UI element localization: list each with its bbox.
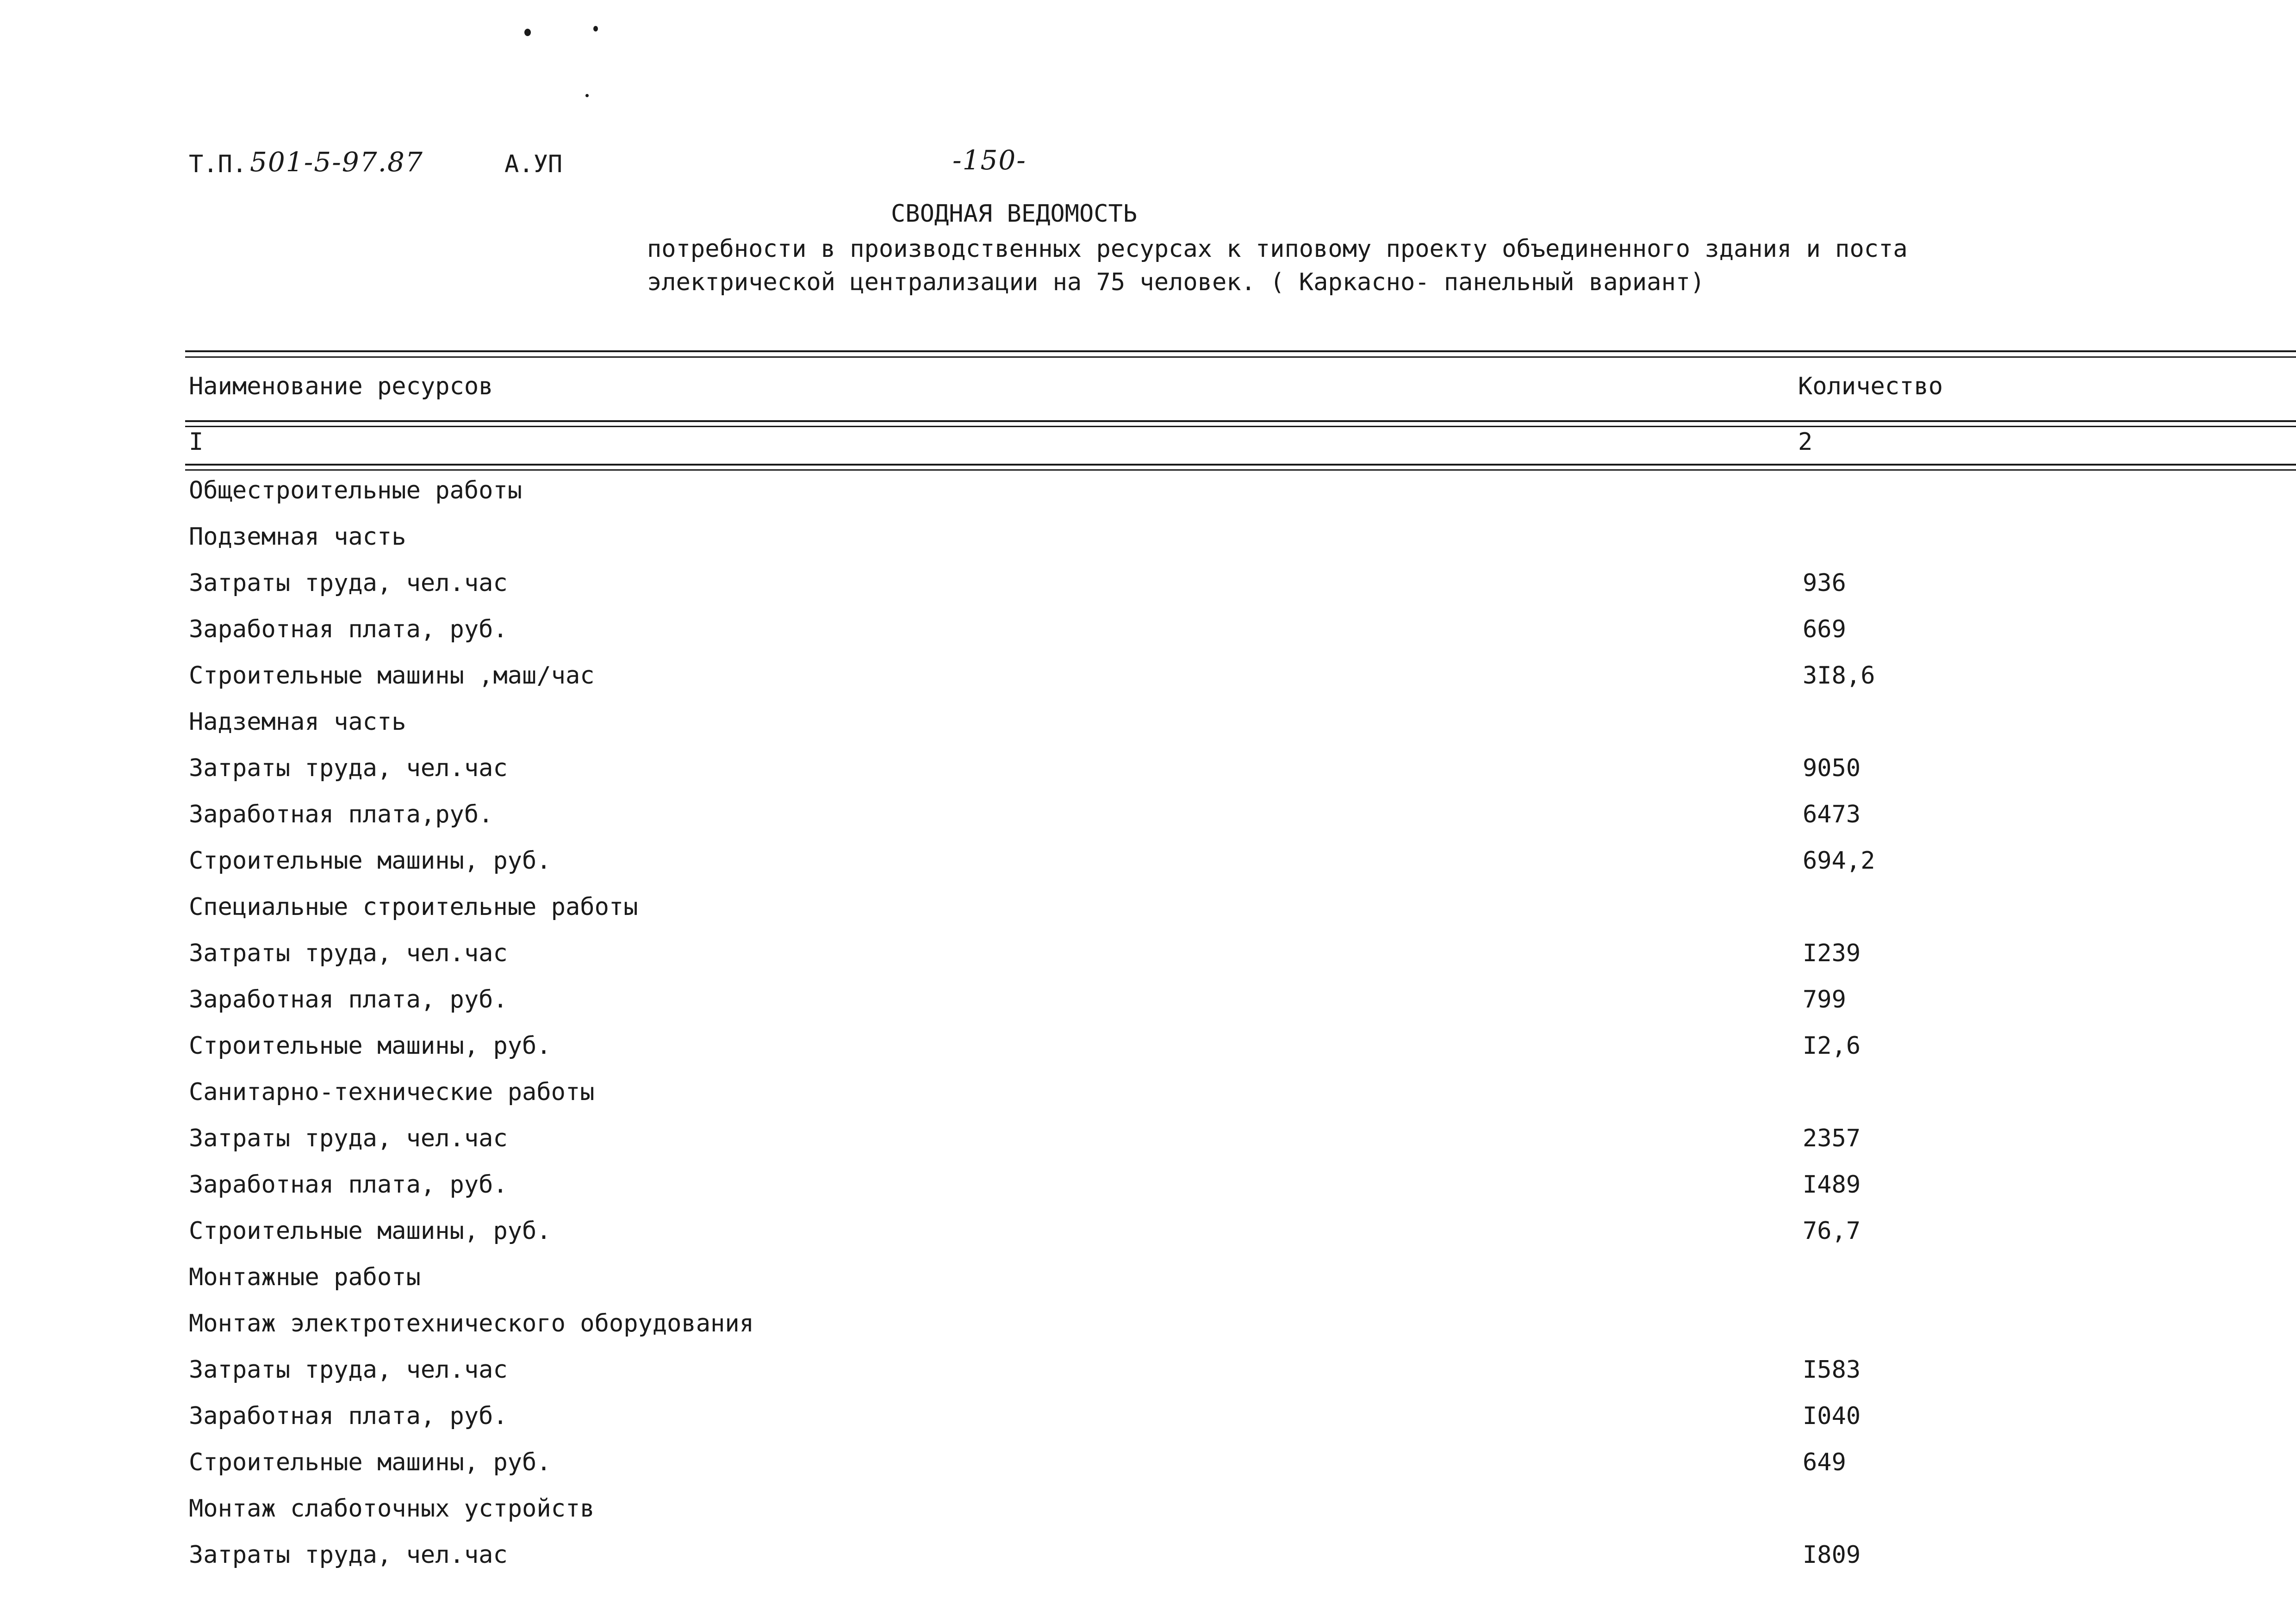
table-row-value: I239 — [1803, 939, 1861, 967]
doc-code-handwritten: 501-5-97.87 — [250, 146, 423, 178]
table-row-label: Заработная плата, руб. — [189, 1171, 508, 1199]
document-title: СВОДНАЯ ВЕДОМОСТЬ — [891, 200, 1138, 228]
table-row-label: Специальные строительные работы — [189, 893, 638, 921]
table-row-value: 3I8,6 — [1803, 662, 1875, 690]
table-row-label: Монтаж электротехнического оборудования — [189, 1310, 754, 1337]
table-row-label: Заработная плата, руб. — [189, 616, 508, 643]
table-row-value: 2357 — [1803, 1125, 1861, 1152]
table-row-label: Монтажные работы — [189, 1263, 421, 1291]
table-row-label: Подземная часть — [189, 523, 406, 551]
header-divider-rule — [185, 420, 2296, 422]
column-number-2: 2 — [1798, 428, 1813, 456]
table-row-label: Затраты труда, чел.час — [189, 939, 508, 967]
table-row-value: 669 — [1803, 616, 1846, 643]
table-row-value: 649 — [1803, 1449, 1846, 1476]
table-row-value: 799 — [1803, 986, 1846, 1014]
table-row-label: Надземная часть — [189, 708, 406, 736]
table-row-label: Затраты труда, чел.час — [189, 1125, 508, 1152]
body-top-rule-second — [185, 469, 2296, 471]
scan-speck — [585, 94, 589, 97]
table-row-label: Строительные машины, руб. — [189, 1032, 551, 1060]
table-row-label: Заработная плата, руб. — [189, 1402, 508, 1430]
album-code: А.УП — [504, 150, 563, 178]
column-header-quantity: Количество — [1798, 373, 1943, 400]
table-row-value: 936 — [1803, 569, 1846, 597]
table-row-label: Строительные машины ,маш/час — [189, 662, 595, 690]
header-divider-rule-second — [185, 426, 2296, 427]
table-row-value: I809 — [1803, 1541, 1861, 1569]
table-row-value: I489 — [1803, 1171, 1861, 1199]
scan-speck — [593, 26, 598, 31]
table-row-value: 6473 — [1803, 801, 1861, 828]
table-row-label: Затраты труда, чел.час — [189, 569, 508, 597]
document-subtitle-line2: электрической централизации на 75 человек. ( Каркасно- панельный вариант) — [647, 268, 1705, 296]
scan-speck — [524, 29, 531, 36]
table-row-label: Общестроительные работы — [189, 477, 523, 504]
table-row-label: Заработная плата, руб. — [189, 986, 508, 1014]
column-header-name: Наименование ресурсов — [189, 373, 493, 400]
table-row-value: I583 — [1803, 1356, 1861, 1384]
table-row-value: I040 — [1803, 1402, 1861, 1430]
table-row-label: Строительные машины, руб. — [189, 1449, 551, 1476]
table-row-label: Затраты труда, чел.час — [189, 754, 508, 782]
doc-code-print: Т.П. — [189, 150, 247, 178]
table-top-rule-second — [185, 356, 2296, 358]
table-row-value: 9050 — [1803, 754, 1861, 782]
table-row-value: 694,2 — [1803, 847, 1875, 875]
table-row-label: Заработная плата,руб. — [189, 801, 493, 828]
table-row-label: Монтаж слаботочных устройств — [189, 1495, 595, 1523]
page-number: -150- — [952, 144, 1027, 176]
table-row-value: 76,7 — [1803, 1217, 1861, 1245]
body-top-rule — [185, 464, 2296, 466]
table-row-label: Строительные машины, руб. — [189, 1217, 551, 1245]
table-top-rule — [185, 350, 2296, 352]
document-subtitle-line1: потребности в производственных ресурсах к типовому проекту объединенного здания и поста — [647, 235, 1908, 263]
table-row-label: Затраты труда, чел.час — [189, 1541, 508, 1569]
table-row-label: Санитарно-технические работы — [189, 1078, 595, 1106]
table-row-label: Затраты труда, чел.час — [189, 1356, 508, 1384]
column-number-1: I — [189, 428, 204, 456]
table-row-value: I2,6 — [1803, 1032, 1861, 1060]
table-row-label: Строительные машины, руб. — [189, 847, 551, 875]
